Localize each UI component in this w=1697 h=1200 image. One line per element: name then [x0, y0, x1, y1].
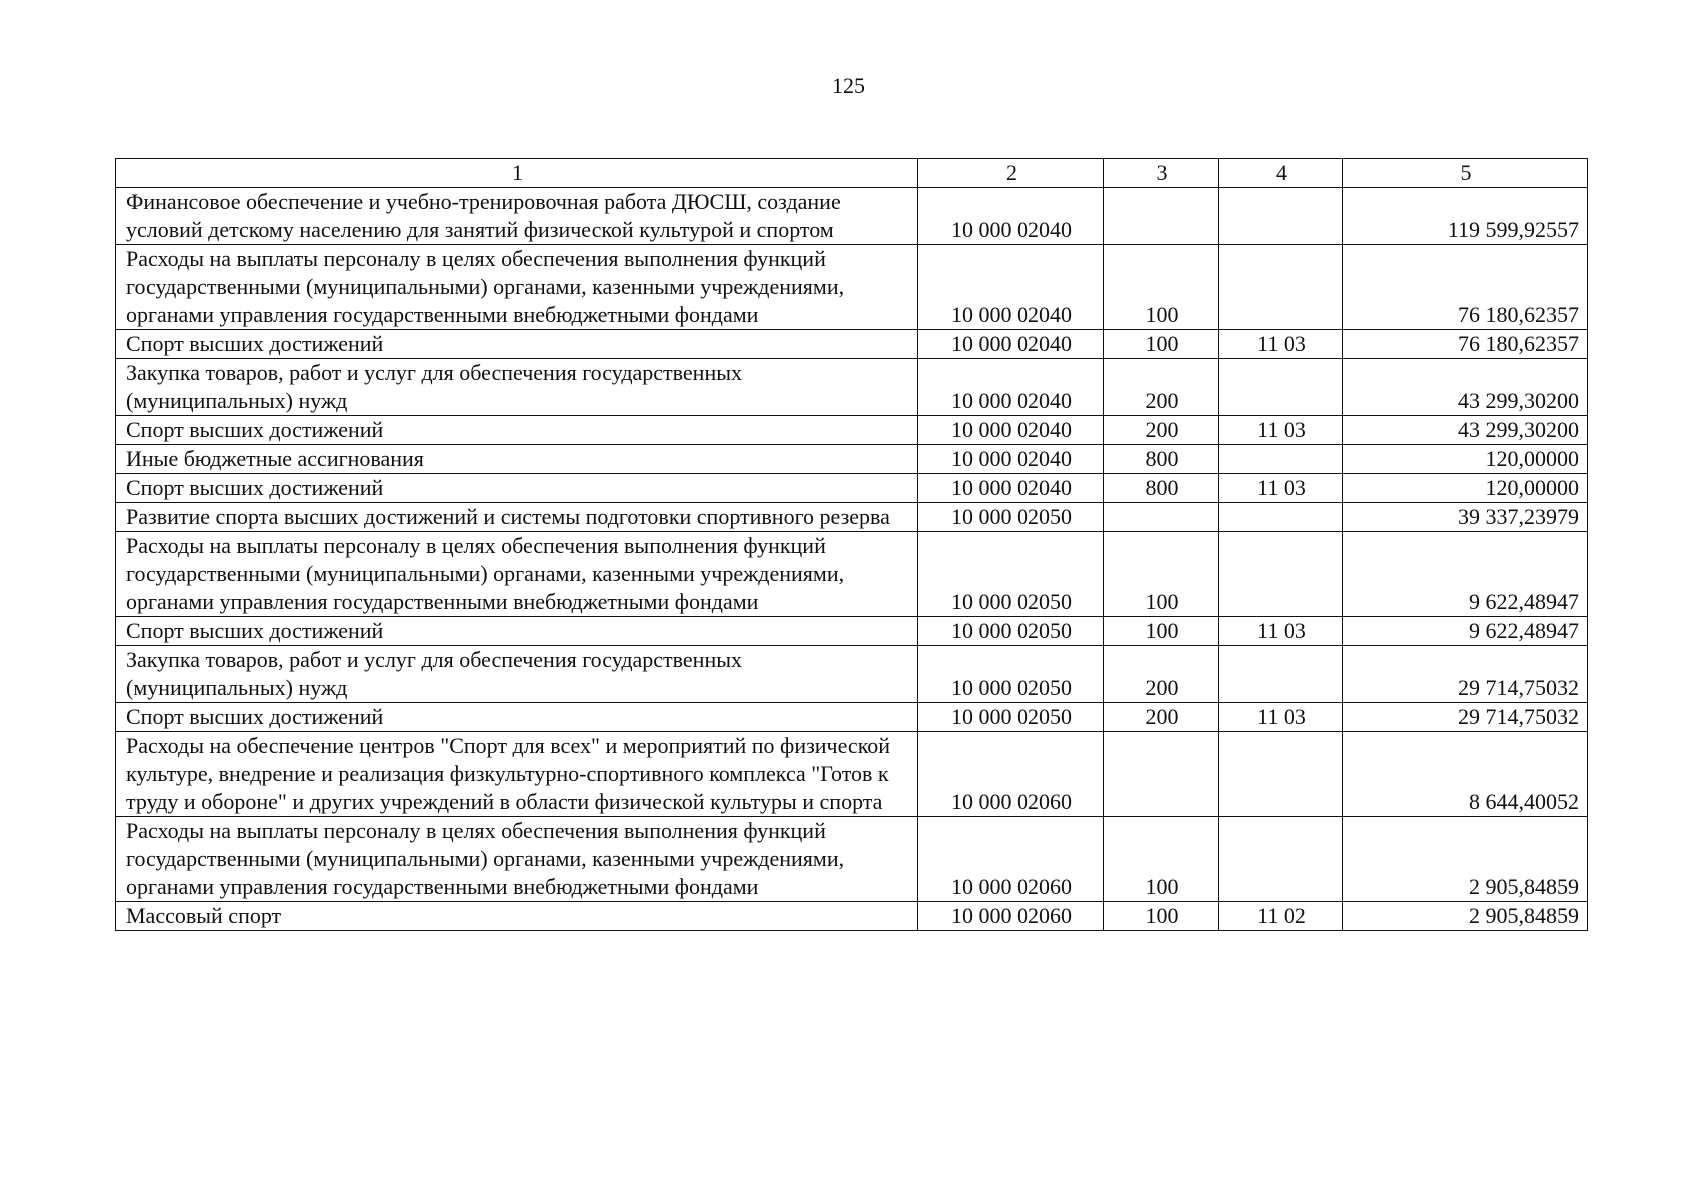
row-name: Иные бюджетные ассигнования	[116, 445, 918, 474]
row-name: Закупка товаров, работ и услуг для обеспечения государственных (муниципальных) нужд	[116, 359, 918, 416]
row-expense-type: 100	[1104, 902, 1219, 931]
row-expense-type: 100	[1104, 617, 1219, 646]
row-expense-type: 100	[1104, 330, 1219, 359]
row-name: Расходы на выплаты персоналу в целях обеспечения выполнения функций государственными (муниципальными) органами, казенными учреждениями, органами управления государственными внебюджетными фондами	[116, 532, 918, 617]
row-section: 11 02	[1219, 902, 1343, 931]
row-amount: 9 622,48947	[1343, 617, 1588, 646]
row-expense-type	[1104, 732, 1219, 817]
table-row	[116, 359, 1588, 416]
row-name: Расходы на выплаты персоналу в целях обеспечения выполнения функций государственными (муниципальными) органами, казенными учреждениями, органами управления государственными внебюджетными фондами	[116, 245, 918, 330]
row-name: Расходы на выплаты персоналу в целях обеспечения выполнения функций государственными (муниципальными) органами, казенными учреждениями, органами управления государственными внебюджетными фондами	[116, 817, 918, 902]
row-expense-type: 100	[1104, 532, 1219, 617]
page-number: 125	[832, 73, 865, 98]
row-name: Расходы на обеспечение центров "Спорт для всех" и мероприятий по физической культуре, внедрение и реализация физкультурно-спортивного комплекса "Готов к труду и обороне" и других учреждений в области физической культуры и спорта	[116, 732, 918, 817]
budget-table	[115, 158, 1588, 931]
row-section: 11 03	[1219, 703, 1343, 732]
row-section: 11 03	[1219, 416, 1343, 445]
row-section	[1219, 245, 1343, 330]
row-amount: 8 644,40052	[1343, 732, 1588, 817]
row-amount: 76 180,62357	[1343, 330, 1588, 359]
row-section: 11 03	[1219, 474, 1343, 503]
table-row	[116, 646, 1588, 703]
row-target-code: 10 000 02050	[918, 617, 1104, 646]
row-name: Массовый спорт	[116, 902, 918, 931]
row-target-code: 10 000 02040	[918, 330, 1104, 359]
row-name: Спорт высших достижений	[116, 703, 918, 732]
row-name: Финансовое обеспечение и учебно-тренировочная работа ДЮСШ, создание условий детскому населению для занятий физической культурой и спортом	[116, 188, 918, 245]
table-row	[116, 416, 1588, 445]
row-section	[1219, 188, 1343, 245]
row-expense-type	[1104, 188, 1219, 245]
table-row	[116, 445, 1588, 474]
table-row	[116, 732, 1588, 817]
table-row	[116, 474, 1588, 503]
row-name: Закупка товаров, работ и услуг для обеспечения государственных (муниципальных) нужд	[116, 646, 918, 703]
table-row	[116, 188, 1588, 245]
row-section	[1219, 503, 1343, 532]
row-amount: 39 337,23979	[1343, 503, 1588, 532]
row-amount: 76 180,62357	[1343, 245, 1588, 330]
row-section	[1219, 532, 1343, 617]
row-amount: 43 299,30200	[1343, 416, 1588, 445]
row-target-code: 10 000 02060	[918, 817, 1104, 902]
row-amount: 120,00000	[1343, 474, 1588, 503]
row-section	[1219, 359, 1343, 416]
header-col-4: 4	[1219, 159, 1343, 188]
table-row	[116, 245, 1588, 330]
row-expense-type: 200	[1104, 359, 1219, 416]
row-expense-type: 200	[1104, 416, 1219, 445]
row-section	[1219, 732, 1343, 817]
row-target-code: 10 000 02040	[918, 245, 1104, 330]
header-col-2: 2	[918, 159, 1104, 188]
row-target-code: 10 000 02040	[918, 416, 1104, 445]
row-section	[1219, 817, 1343, 902]
row-target-code: 10 000 02060	[918, 732, 1104, 817]
row-target-code: 10 000 02060	[918, 902, 1104, 931]
row-target-code: 10 000 02040	[918, 474, 1104, 503]
table-header-row	[116, 159, 1588, 188]
table-row	[116, 532, 1588, 617]
row-section: 11 03	[1219, 330, 1343, 359]
row-target-code: 10 000 02040	[918, 188, 1104, 245]
table-row	[116, 902, 1588, 931]
row-amount: 29 714,75032	[1343, 703, 1588, 732]
row-amount: 119 599,92557	[1343, 188, 1588, 245]
row-amount: 120,00000	[1343, 445, 1588, 474]
row-expense-type: 200	[1104, 703, 1219, 732]
row-expense-type: 100	[1104, 817, 1219, 902]
row-target-code: 10 000 02050	[918, 532, 1104, 617]
row-expense-type: 200	[1104, 646, 1219, 703]
row-expense-type: 800	[1104, 445, 1219, 474]
row-target-code: 10 000 02050	[918, 703, 1104, 732]
row-target-code: 10 000 02050	[918, 646, 1104, 703]
row-target-code: 10 000 02040	[918, 445, 1104, 474]
row-name: Спорт высших достижений	[116, 474, 918, 503]
table-row	[116, 703, 1588, 732]
header-col-3: 3	[1104, 159, 1219, 188]
row-expense-type: 800	[1104, 474, 1219, 503]
row-amount: 43 299,30200	[1343, 359, 1588, 416]
row-target-code: 10 000 02050	[918, 503, 1104, 532]
row-section	[1219, 445, 1343, 474]
row-name: Спорт высших достижений	[116, 330, 918, 359]
row-amount: 2 905,84859	[1343, 902, 1588, 931]
table-row	[116, 617, 1588, 646]
header-col-5: 5	[1343, 159, 1588, 188]
row-expense-type: 100	[1104, 245, 1219, 330]
row-section: 11 03	[1219, 617, 1343, 646]
table-row	[116, 817, 1588, 902]
row-name: Спорт высших достижений	[116, 416, 918, 445]
row-name: Развитие спорта высших достижений и системы подготовки спортивного резерва	[116, 503, 918, 532]
row-amount: 2 905,84859	[1343, 817, 1588, 902]
row-expense-type	[1104, 503, 1219, 532]
row-target-code: 10 000 02040	[918, 359, 1104, 416]
row-amount: 29 714,75032	[1343, 646, 1588, 703]
row-section	[1219, 646, 1343, 703]
row-amount: 9 622,48947	[1343, 532, 1588, 617]
row-name: Спорт высших достижений	[116, 617, 918, 646]
table-row	[116, 503, 1588, 532]
header-col-1: 1	[116, 159, 918, 188]
table-row	[116, 330, 1588, 359]
